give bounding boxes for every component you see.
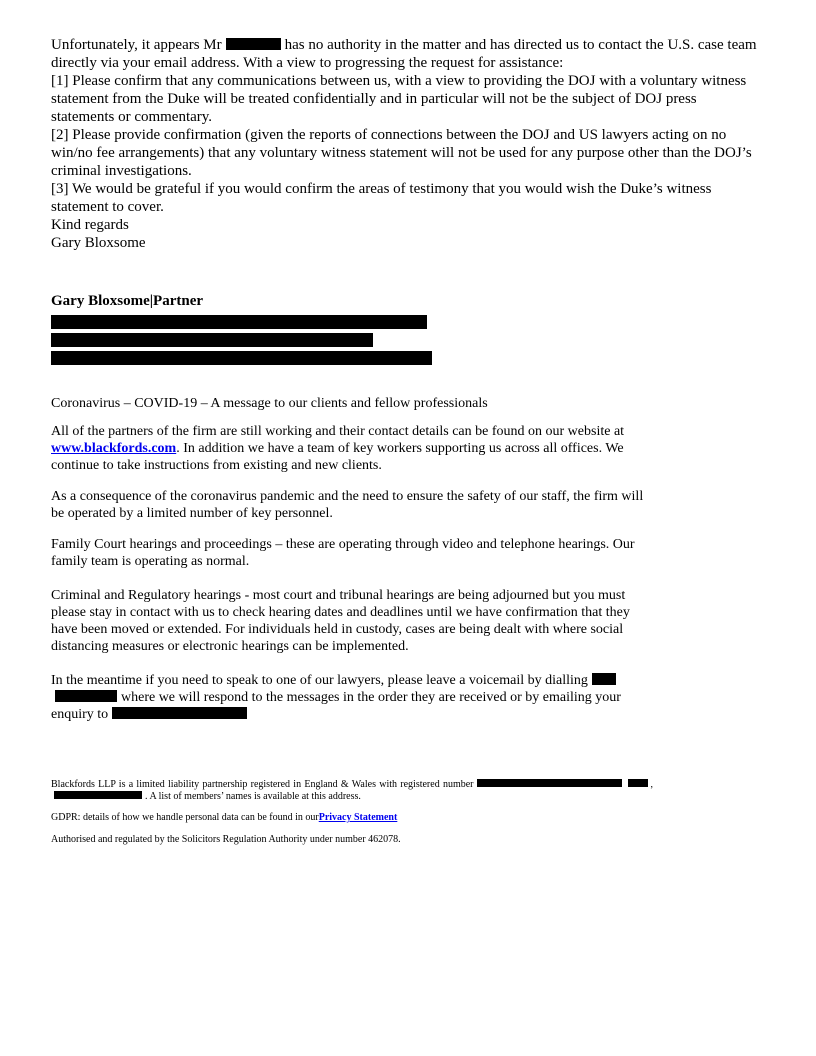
gdpr-text: GDPR: details of how we handle personal data can be found in our (51, 812, 319, 823)
registration-paragraph (51, 779, 653, 802)
redacted-name (226, 38, 281, 50)
covid-paragraph-2: As a consequence of the coronavirus pandemic and the need to ensure the safety of our staff, the firm will be operated by a limited number of key personnel. (51, 489, 644, 521)
signature-name-title: Gary Bloxsome|Partner (51, 293, 204, 309)
intro-text-before: Unfortunately, it appears Mr (51, 37, 222, 53)
registration-separator: , (650, 779, 653, 790)
sra-paragraph: Authorised and regulated by the Solicitors Regulation Authority under number 462078. (51, 833, 401, 845)
redacted-phone-part-1 (592, 673, 616, 685)
redacted-registration-number-1 (477, 779, 622, 787)
covid-paragraph-4: Criminal and Regulatory hearings - most court and tribunal hearings are being adjourned but you must please stay in contact with us to check hearing dates and deadlines until we have confirmation that they have been moved or extended. For individuals held in custody, cases are being dealt with where social distancing measures or electronic hearings can be implemented. (51, 588, 630, 654)
covid-p5-before-phone: In the meantime if you need to speak to one of our lawyers, please leave a voicemail by dialling (51, 673, 588, 688)
redacted-registered-address (54, 791, 142, 799)
covid-p1-before-link: All of the partners of the firm are still working and their contact details can be found on our website at (51, 424, 625, 439)
request-item-3: [3] We would be grateful if you would confirm the areas of testimony that you would wish the Duke’s witness statement to cover. (51, 181, 712, 215)
intro-paragraph (51, 36, 763, 72)
covid-paragraph-3: Family Court hearings and proceedings – these are operating through video and telephone hearings. Our family team is operating as normal. (51, 537, 635, 569)
covid-heading: Coronavirus – COVID-19 – A message to our clients and fellow professionals (51, 396, 488, 411)
gdpr-paragraph (51, 812, 653, 824)
privacy-statement-link[interactable]: Privacy Statement (318, 812, 398, 823)
covid-p1-after-link: . In addition we have a team of key workers supporting us across all offices. We continue to take instructions from existing and new clients. (51, 441, 624, 473)
signoff: Kind regards (51, 217, 129, 233)
registration-text-before: Blackfords LLP is a limited liability partnership registered in England & Wales with registered number (51, 779, 474, 790)
redacted-signature-line-3 (51, 351, 432, 365)
website-link[interactable]: www.blackfords.com (51, 441, 177, 456)
covid-p5-after-phone: where we will respond to the messages in the order they are received or by emailing your enquiry to (51, 690, 621, 722)
redacted-phone-part-2 (55, 690, 117, 702)
covid-paragraph-1 (51, 423, 659, 474)
legal-footer (51, 779, 653, 845)
redacted-email-address (112, 707, 247, 719)
sender-name: Gary Bloxsome (51, 235, 146, 251)
covid-paragraph-5 (51, 672, 659, 723)
redacted-signature-line-2 (51, 333, 373, 347)
registration-text-after: . A list of members’ names is available at this address. (145, 790, 361, 802)
email-signature (51, 292, 764, 365)
redacted-signature-line-1 (51, 315, 427, 329)
email-message (51, 36, 763, 252)
intro-text-after: has no authority in the matter and has directed us to contact the U.S. case team directly via your email address. With a view to progressing the request for assistance: (51, 37, 757, 71)
redacted-registration-number-2 (628, 779, 648, 787)
request-item-2: [2] Please provide confirmation (given the reports of connections between the DOJ and US lawyers acting on no win/no fee arrangements) that any voluntary witness statement will not be used for any purpose other than the DOJ’s criminal investigations. (51, 127, 752, 179)
covid-notice (51, 395, 659, 723)
request-item-1: [1] Please confirm that any communications between us, with a view to providing the DOJ with a voluntary witness statement from the Duke will be treated confidentially and in particular will not be the subject of DOJ press statements or commentary. (51, 73, 747, 125)
